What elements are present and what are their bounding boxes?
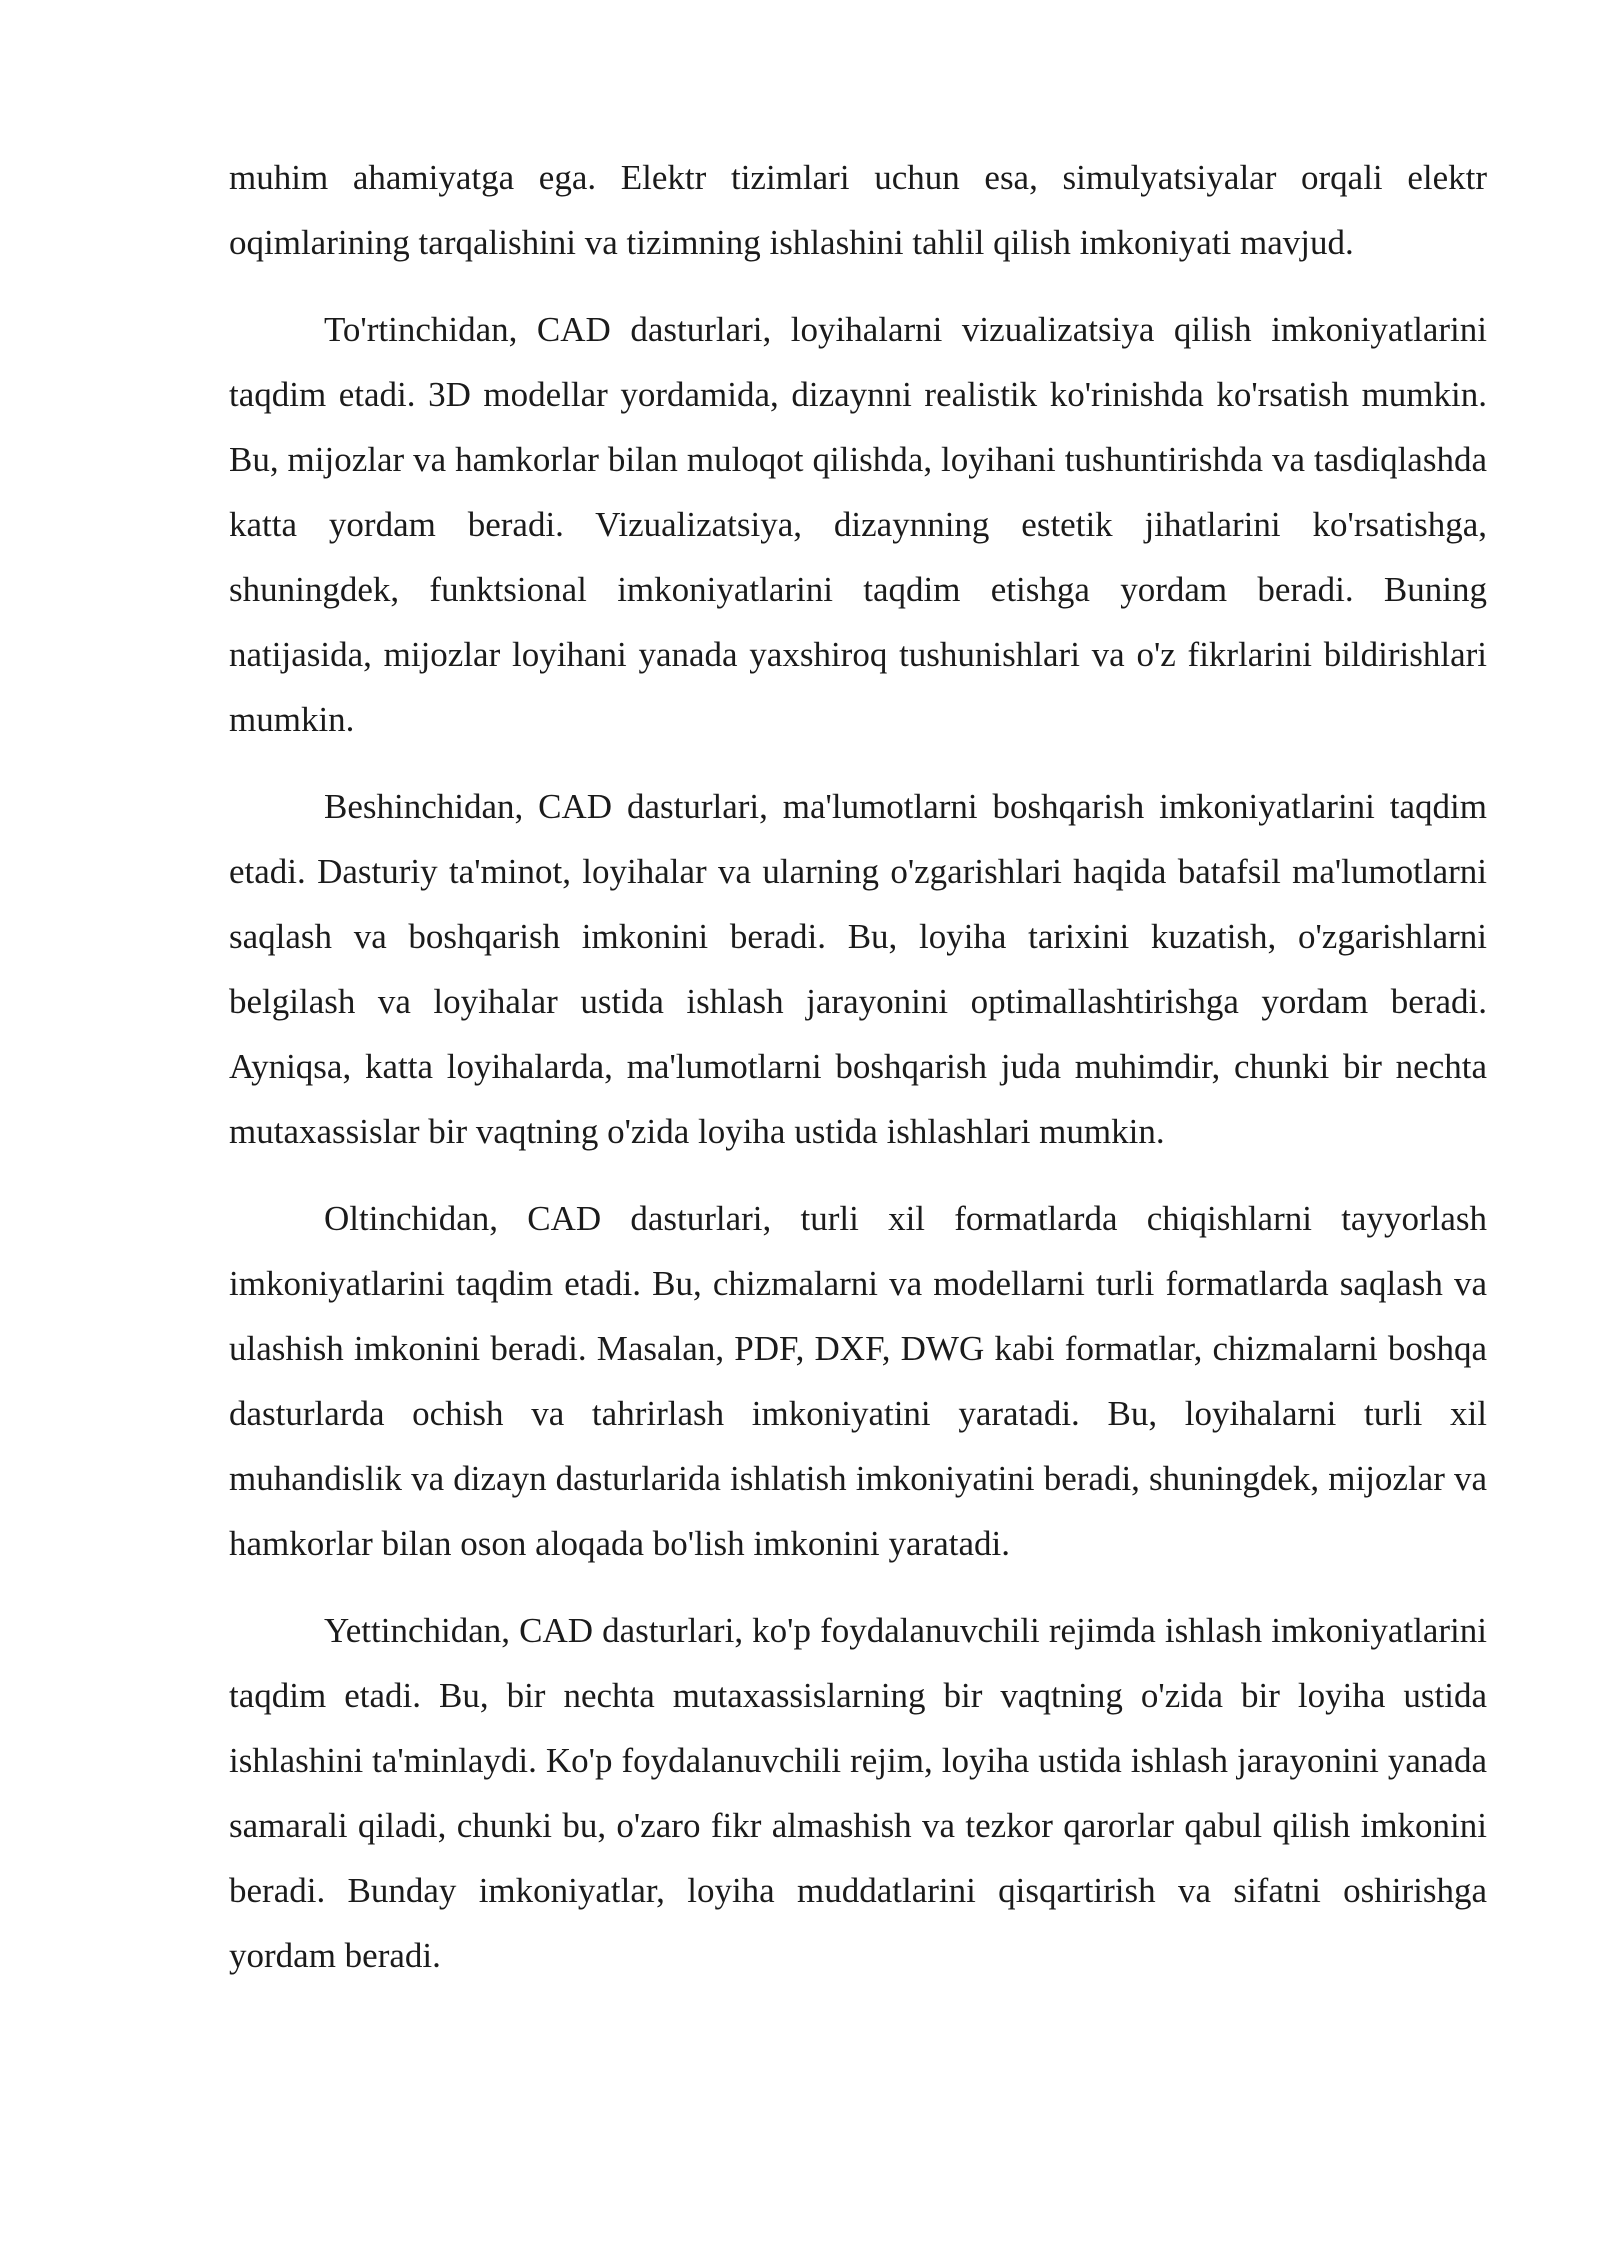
paragraph-continuation: muhim ahamiyatga ega. Elektr tizimlari uchun esa, simulyatsiyalar orqali elektr oqimlarining tarqalishini va tizimning ishlashini tahlil qilish imkoniyati mavjud. — [229, 158, 1487, 262]
paragraph-fifth: Beshinchidan, CAD dasturlari, ma'lumotlarni boshqarish imkoniyatlarini taqdim etadi. Dasturiy ta'minot, loyihalar va ularning o'zgarishlari haqida batafsil ma'lumotlarni saqlash va boshqarish imkonini beradi. Bu, loyiha tarixini kuzatish, o'zgarishlarni belgilash va loyihalar ustida ishlash jarayonini optimallashtirishga yordam beradi. Ayniqsa, katta loyihalarda, ma'lumotlarni boshqarish juda muhimdir, chunki bir nechta mutaxassislar bir vaqtning o'zida loyiha ustida ishlashlari mumkin. — [229, 787, 1487, 1151]
paragraph-seventh: Yettinchidan, CAD dasturlari, ko'p foydalanuvchili rejimda ishlash imkoniyatlarini taqdim etadi. Bu, bir nechta mutaxassislarning bir vaqtning o'zida bir loyiha ustida ishlashini ta'minlaydi. Ko'p foydalanuvchili rejim, loyiha ustida ishlash jarayonini yanada samarali qiladi, chunki bu, o'zaro fikr almashish va tezkor qarorlar qabul qilish imkonini beradi. Bunday imkoniyatlar, loyiha muddatlarini qisqartirish va sifatni oshirishga yordam beradi. — [229, 1611, 1487, 1975]
document-body — [229, 145, 1487, 2010]
paragraph-fourth: To'rtinchidan, CAD dasturlari, loyihalarni vizualizatsiya qilish imkoniyatlarini taqdim etadi. 3D modellar yordamida, dizaynni realistik ko'rinishda ko'rsatish mumkin. Bu, mijozlar va hamkorlar bilan muloqot qilishda, loyihani tushuntirishda va tasdiqlashda katta yordam beradi. Vizualizatsiya, dizaynning estetik jihatlarini ko'rsatishga, shuningdek, funktsional imkoniyatlarini taqdim etishga yordam beradi. Buning natijasida, mijozlar loyihani yanada yaxshiroq tushunishlari va o'z fikrlarini bildirishlari mumkin. — [229, 310, 1487, 739]
paragraph-sixth: Oltinchidan, CAD dasturlari, turli xil formatlarda chiqishlarni tayyorlash imkoniyatlarini taqdim etadi. Bu, chizmalarni va modellarni turli formatlarda saqlash va ulashish imkonini beradi. Masalan, PDF, DXF, DWG kabi formatlar, chizmalarni boshqa dasturlarda ochish va tahrirlash imkoniyatini yaratadi. Bu, loyihalarni turli xil muhandislik va dizayn dasturlarida ishlatish imkoniyatini beradi, shuningdek, mijozlar va hamkorlar bilan oson aloqada bo'lish imkonini yaratadi. — [229, 1199, 1487, 1563]
